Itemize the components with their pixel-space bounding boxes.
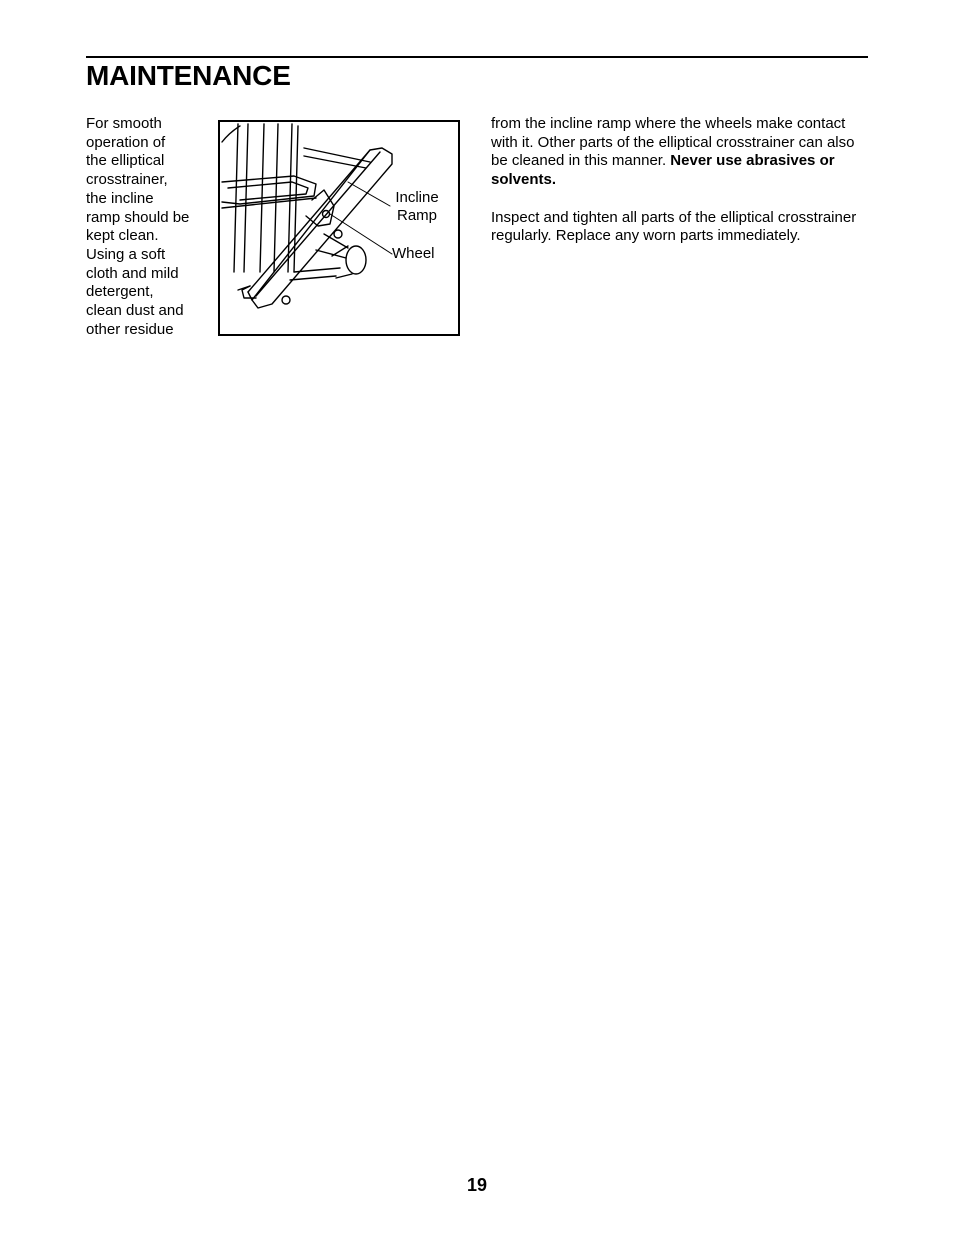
text-line: clean dust and bbox=[86, 302, 184, 320]
incline-ramp-label-line2: Ramp bbox=[396, 206, 437, 224]
page-number: 19 bbox=[466, 1175, 488, 1195]
text-line: other residue bbox=[86, 320, 174, 338]
left-column-text bbox=[86, 115, 208, 339]
text-line: For smooth bbox=[86, 115, 162, 132]
text-line: the incline bbox=[86, 189, 154, 207]
incline-ramp-label bbox=[390, 189, 444, 224]
warning-text: Never use abrasives or solvents. bbox=[491, 152, 835, 189]
right-column-text bbox=[491, 115, 871, 246]
elliptical-drawing bbox=[220, 122, 458, 334]
incline-ramp-label-line1: Incline bbox=[395, 189, 439, 206]
text-line: kept clean. bbox=[86, 227, 159, 245]
inspection-paragraph: Inspect and tighten all parts of the elliptical crosstrainer regularly. Replace any worn parts immediately. bbox=[491, 208, 857, 245]
text-line: cloth and mild bbox=[86, 264, 179, 282]
cleaning-text: from the incline ramp where the wheels make contact with it. Other parts of the elliptical crosstrainer can also be cleaned in this manner. bbox=[491, 115, 855, 170]
text-line: the elliptical bbox=[86, 152, 165, 170]
text-line: Using a soft bbox=[86, 245, 166, 263]
cleaning-paragraph bbox=[491, 115, 871, 190]
text-line: detergent, bbox=[86, 283, 154, 301]
text-line: operation of bbox=[86, 133, 166, 151]
text-line: ramp should be bbox=[86, 208, 190, 226]
wheel-label: Wheel bbox=[392, 245, 435, 262]
text-line: crosstrainer, bbox=[86, 171, 168, 189]
incline-ramp-illustration bbox=[218, 120, 460, 336]
page-title: MAINTENANCE bbox=[86, 60, 291, 91]
